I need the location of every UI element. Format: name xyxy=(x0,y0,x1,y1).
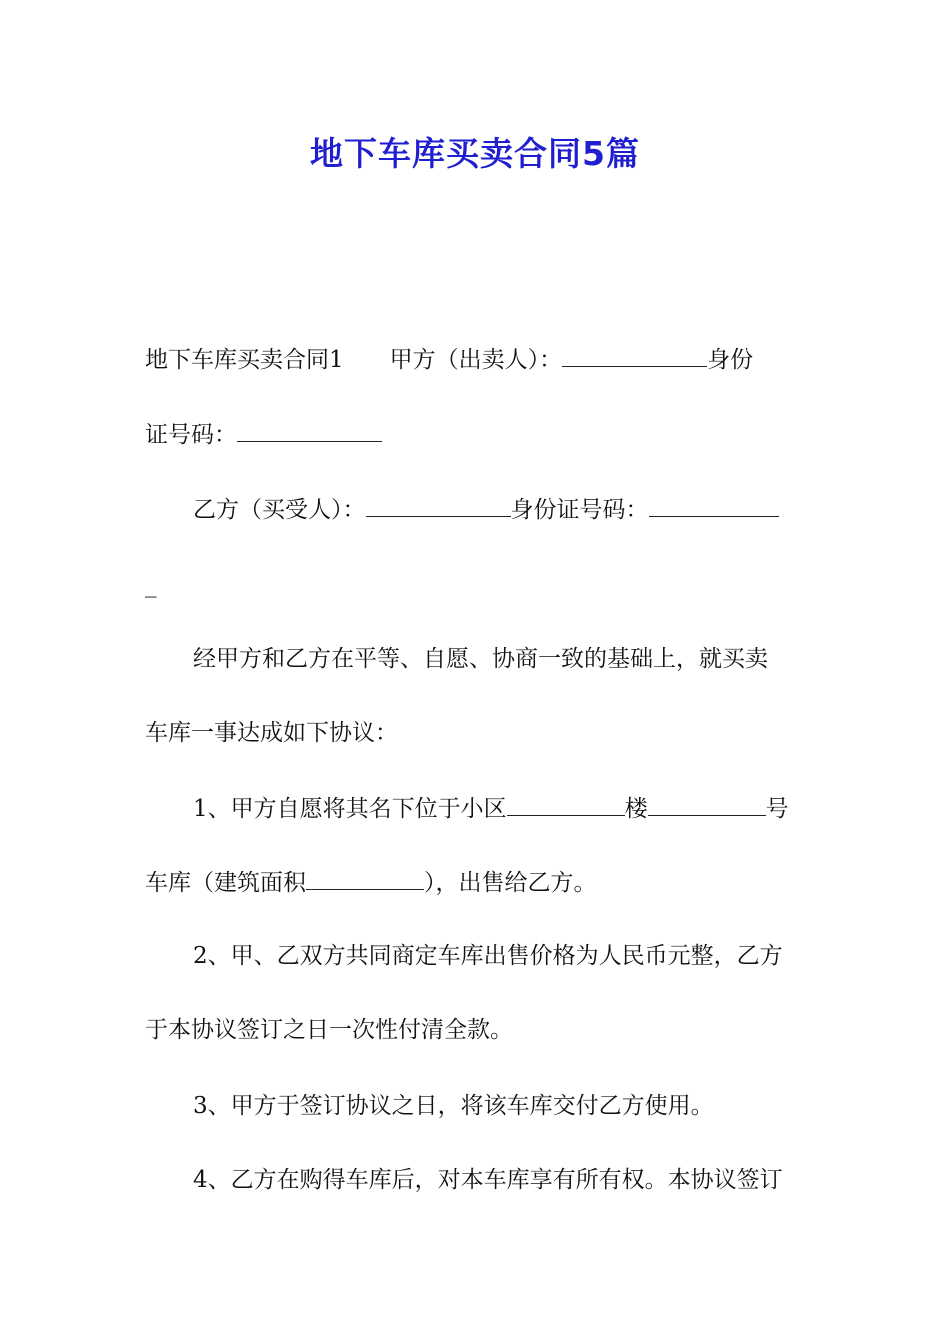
building-blank[interactable] xyxy=(648,793,766,816)
item1-line2 xyxy=(145,867,597,898)
item1-text-c: 号 xyxy=(765,796,789,822)
party-a-label: 甲方（出卖人）： xyxy=(389,347,563,373)
item1-text-e: ），出售给乙方。 xyxy=(424,870,597,896)
party-b-label: 乙方（买受人）： xyxy=(193,497,366,523)
party-a-name-blank[interactable] xyxy=(562,344,707,367)
party-b-id-blank[interactable] xyxy=(649,494,779,517)
item1-line1 xyxy=(193,793,789,824)
contract-header-line xyxy=(145,344,753,375)
party-b-id-label: 身份证号码： xyxy=(510,497,649,523)
item1-text-d: 车库（建筑面积 xyxy=(145,870,306,896)
id-label-start: 身份 xyxy=(707,347,754,373)
wrap-dash: _ xyxy=(145,572,157,598)
document-title: 地下车库买卖合同5篇 xyxy=(310,134,640,173)
item1-text-a: 1、甲方自愿将其名下位于小区 xyxy=(193,796,507,822)
para1-line1: 经甲方和乙方在平等、自愿、协商一致的基础上，就买卖 xyxy=(193,646,768,672)
item2-line1: 2、甲、乙双方共同商定车库出售价格为人民币元整，乙方 xyxy=(193,943,783,969)
contract-subtitle: 地下车库买卖合同1 xyxy=(145,347,344,373)
party-b-line xyxy=(193,494,779,525)
item4-line: 4、乙方在购得车库后，对本车库享有所有权。本协议签订 xyxy=(193,1167,783,1193)
area-blank[interactable] xyxy=(306,867,424,890)
para1-line2: 车库一事达成如下协议： xyxy=(145,720,398,746)
party-a-id-blank[interactable] xyxy=(237,419,382,442)
item3-line: 3、甲方于签订协议之日，将该车库交付乙方使用。 xyxy=(193,1093,714,1119)
party-b-name-blank[interactable] xyxy=(366,494,511,517)
id-label-end: 证号码： xyxy=(145,422,237,448)
item2-line2: 于本协议签订之日一次性付清全款。 xyxy=(145,1017,513,1043)
community-blank[interactable] xyxy=(507,793,625,816)
item1-text-b: 楼 xyxy=(624,796,648,822)
party-a-id-line xyxy=(145,419,382,450)
